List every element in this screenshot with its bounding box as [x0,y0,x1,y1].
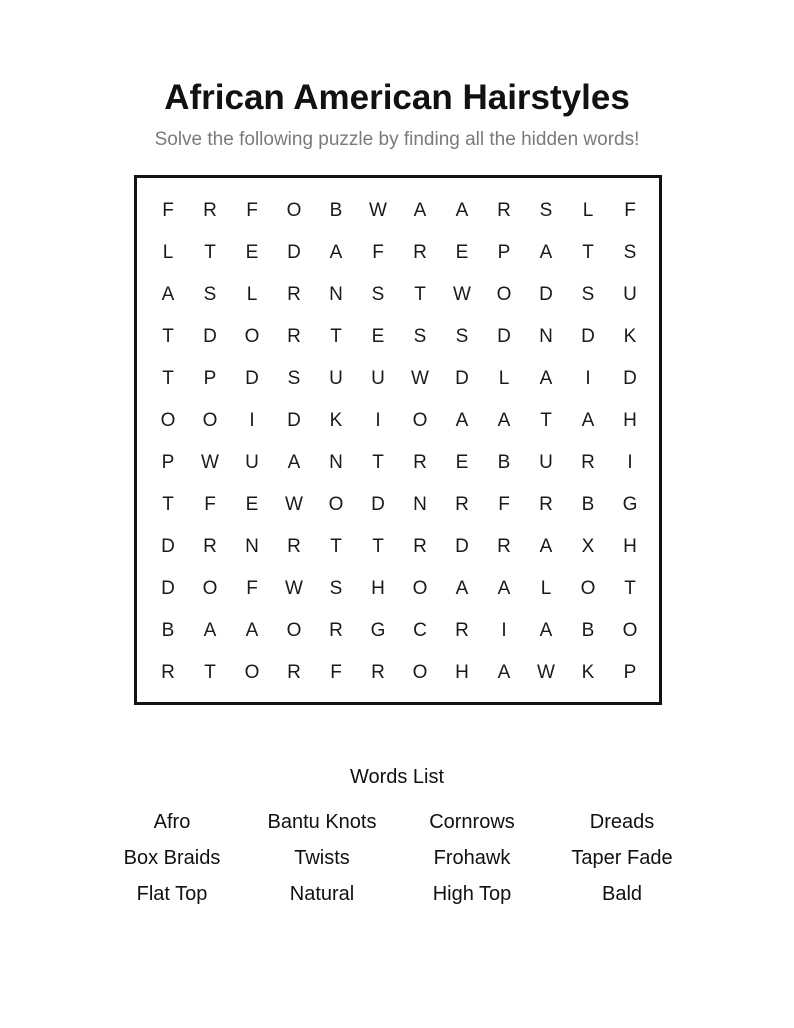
word-list-item: Taper Fade [571,847,673,869]
page-subtitle: Solve the following puzzle by finding all the hidden words! [154,129,640,150]
grid-letter: D [287,242,301,263]
words-list [97,808,697,916]
grid-letter: A [245,620,259,641]
grid-letter: O [202,578,218,599]
grid-letter: O [244,326,260,347]
grid-letter: I [585,368,591,389]
grid-letter: A [497,578,511,599]
grid-letter: N [245,536,259,557]
grid-letter: U [539,452,553,473]
word-list-item: Bantu Knots [267,811,377,833]
grid-letter: R [329,620,343,641]
grid-letter: O [622,620,638,641]
grid-letter: R [455,620,469,641]
grid-letter: R [287,326,301,347]
grid-letter: O [202,410,218,431]
grid-letter: T [582,242,594,263]
grid-letter: I [375,410,381,431]
grid-letter: F [372,242,384,263]
grid-letter: R [413,536,427,557]
grid-letter: T [162,368,174,389]
grid-letter: F [330,662,342,683]
grid-letter: O [412,410,428,431]
grid-letter: K [623,326,637,347]
grid-letter: D [287,410,301,431]
word-list-item: Flat Top [136,883,208,905]
grid-letter: S [413,326,427,347]
grid-letter: E [455,242,469,263]
word-list-item: Frohawk [433,847,511,869]
grid-letter: U [245,452,259,473]
grid-letter: B [581,620,595,641]
grid-letter: S [287,368,301,389]
grid-letter: D [161,536,175,557]
grid-letter: U [329,368,343,389]
grid-letter: G [622,494,638,515]
grid-letter: F [246,578,258,599]
grid-letter: P [161,452,175,473]
grid-letter: A [287,452,301,473]
grid-letter: S [371,284,385,305]
grid-letter: A [539,620,553,641]
grid-letter: R [287,284,301,305]
grid-letter: H [623,536,637,557]
grid-letter: T [372,452,384,473]
grid-letter: X [581,536,595,557]
puzzle-grid-frame [134,175,662,705]
grid-letter: D [455,536,469,557]
grid-letter: O [412,578,428,599]
grid-letter: R [203,200,217,221]
grid-letter: F [204,494,216,515]
grid-letter: T [162,494,174,515]
grid-letter: F [498,494,510,515]
grid-letter: H [455,662,469,683]
grid-letter: T [414,284,426,305]
grid-letter: W [285,578,303,599]
grid-letter: I [249,410,255,431]
grid-letter: R [161,662,175,683]
grid-letter: W [453,284,471,305]
grid-letter: B [497,452,511,473]
grid-letter: T [204,242,216,263]
grid-letter: W [201,452,219,473]
grid-letter: T [540,410,552,431]
grid-letter: O [328,494,344,515]
grid-letter: A [455,410,469,431]
grid-letter: O [580,578,596,599]
grid-letter: E [371,326,385,347]
grid-letter: S [455,326,469,347]
grid-letter: A [161,284,175,305]
grid-letter: R [497,200,511,221]
word-list-item: Bald [601,883,643,905]
grid-letter: L [246,284,258,305]
word-list-item: Dreads [589,811,655,833]
grid-letter: D [623,368,637,389]
grid-letter: D [581,326,595,347]
grid-letter: W [411,368,429,389]
grid-letter: S [581,284,595,305]
grid-letter: A [497,410,511,431]
grid-letter: I [627,452,633,473]
grid-letter: D [455,368,469,389]
grid-letter: A [413,200,427,221]
grid-letter: D [245,368,259,389]
grid-letter: A [203,620,217,641]
grid-letter: P [497,242,511,263]
grid-letter: I [501,620,507,641]
words-list-title: Words List [349,766,445,788]
grid-letter: T [624,578,636,599]
grid-letter: K [581,662,595,683]
grid-letter: A [539,368,553,389]
grid-letter: A [455,578,469,599]
grid-letter: P [623,662,637,683]
grid-letter: A [539,242,553,263]
grid-letter: O [286,620,302,641]
grid-letter: W [369,200,387,221]
grid-letter: E [245,494,259,515]
grid-letter: U [371,368,385,389]
grid-letter: W [537,662,555,683]
grid-letter: H [623,410,637,431]
grid-letter: L [498,368,510,389]
grid-letter: B [581,494,595,515]
grid-letter: A [455,200,469,221]
word-list-item: Natural [289,883,355,905]
grid-letter: N [413,494,427,515]
grid-letter: C [413,620,427,641]
grid-letter: O [160,410,176,431]
grid-letter: A [329,242,343,263]
grid-letter: O [244,662,260,683]
grid-letter: T [204,662,216,683]
grid-letter: T [162,326,174,347]
grid-letter: L [582,200,594,221]
word-list-item: Twists [294,847,350,869]
grid-letter: F [246,200,258,221]
grid-letter: T [330,536,342,557]
grid-letter: O [286,200,302,221]
grid-letter: R [497,536,511,557]
grid-letter: S [329,578,343,599]
grid-letter: R [413,242,427,263]
grid-letter: F [624,200,636,221]
grid-letter: O [496,284,512,305]
grid-letter: F [162,200,174,221]
grid-letter: D [539,284,553,305]
grid-letter: N [539,326,553,347]
grid-letter: D [497,326,511,347]
grid-letter: R [413,452,427,473]
grid-letter: R [581,452,595,473]
grid-letter: N [329,284,343,305]
grid-letter: R [287,662,301,683]
grid-letter: G [370,620,386,641]
grid-letter: D [161,578,175,599]
grid-letter: H [371,578,385,599]
grid-letter: E [245,242,259,263]
grid-letter: K [329,410,343,431]
grid-letter: B [161,620,175,641]
puzzle-grid [147,190,651,694]
word-list-item: Cornrows [429,811,515,833]
grid-letter: A [497,662,511,683]
word-list-item: Box Braids [123,847,221,869]
grid-letter: R [203,536,217,557]
grid-letter: D [371,494,385,515]
grid-letter: O [412,662,428,683]
grid-letter: S [539,200,553,221]
grid-letter: A [581,410,595,431]
grid-letter: E [455,452,469,473]
word-list-item: Afro [153,811,191,833]
grid-letter: L [540,578,552,599]
page-title: African American Hairstyles [164,78,630,117]
grid-letter: N [329,452,343,473]
grid-letter: A [539,536,553,557]
grid-letter: L [162,242,174,263]
grid-letter: U [623,284,637,305]
grid-letter: R [287,536,301,557]
grid-letter: B [329,200,343,221]
grid-letter: T [330,326,342,347]
grid-letter: R [539,494,553,515]
grid-letter: R [371,662,385,683]
grid-letter: W [285,494,303,515]
grid-letter: S [203,284,217,305]
grid-letter: R [455,494,469,515]
word-list-item: High Top [432,883,512,905]
grid-letter: P [203,368,217,389]
grid-letter: D [203,326,217,347]
grid-letter: T [372,536,384,557]
grid-letter: S [623,242,637,263]
